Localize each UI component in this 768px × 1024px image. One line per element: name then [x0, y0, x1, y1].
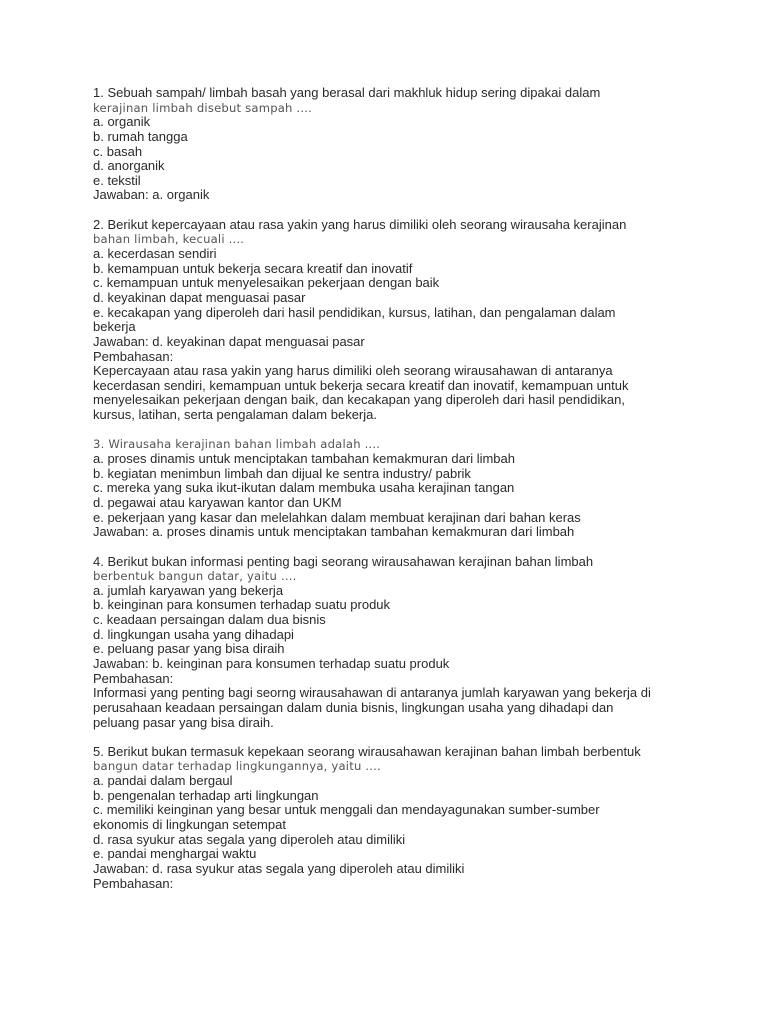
- discussion-text: kecerdasan sendiri, kemampuan untuk bekerja secara kreatif dan inovatif, kemampuan untuk: [93, 377, 629, 393]
- answer-option: b. kegiatan menimbun limbah dan dijual ke sentra industry/ pabrik: [93, 465, 471, 481]
- question-text: 2. Berikut kepercayaan atau rasa yakin yang harus dimiliki oleh seorang wirausaha kerajinan: [93, 216, 627, 232]
- question-5: [93, 745, 733, 891]
- answer-option: ekonomis di lingkungan setempat: [93, 817, 286, 833]
- answer-option: b. pengenalan terhadap arti lingkungan: [93, 787, 319, 803]
- answer-option: d. lingkungan usaha yang dihadapi: [93, 626, 294, 642]
- answer-option: e. pandai menghargai waktu: [93, 846, 257, 862]
- discussion-label: Pembahasan:: [93, 875, 174, 891]
- answer-option: a. pandai dalam bergaul: [93, 773, 233, 789]
- answer-key: Jawaban: d. keyakinan dapat menguasai pasar: [93, 333, 365, 349]
- question-text: bahan limbah, kecuali ....: [93, 232, 245, 247]
- answer-key: Jawaban: a. organik: [93, 187, 210, 203]
- question-2: [93, 218, 733, 423]
- answer-option: c. mereka yang suka ikut-ikutan dalam membuka usaha kerajinan tangan: [93, 480, 515, 496]
- discussion-text: peluang pasar yang bisa diraih.: [93, 714, 274, 730]
- answer-option: c. kemampuan untuk menyelesaikan pekerjaan dengan baik: [93, 275, 440, 291]
- question-text: kerajinan limbah disebut sampah ....: [93, 100, 313, 115]
- answer-option: c. keadaan persaingan dalam dua bisnis: [93, 612, 326, 628]
- question-1: [93, 86, 733, 203]
- answer-option: b. rumah tangga: [93, 128, 188, 144]
- question-text: berbentuk bangun datar, yaitu ....: [93, 569, 297, 584]
- document-body: [93, 86, 733, 906]
- discussion-text: kursus, latihan, serta pengalaman dalam bekerja.: [93, 407, 377, 423]
- answer-key: Jawaban: b. keinginan para konsumen terhadap suatu produk: [93, 655, 450, 671]
- answer-option: e. pekerjaan yang kasar dan melelahkan dalam membuat kerajinan dari bahan keras: [93, 509, 581, 525]
- answer-option: c. basah: [93, 143, 143, 159]
- answer-option: e. peluang pasar yang bisa diraih: [93, 641, 285, 657]
- discussion-text: menyelesaikan pekerjaan dengan baik, dan kecakapan yang diperoleh dari hasil pendidikan,: [93, 392, 625, 408]
- question-text: bangun datar terhadap lingkungannya, yaitu ....: [93, 759, 381, 774]
- answer-option: d. anorganik: [93, 158, 165, 174]
- answer-option: b. kemampuan untuk bekerja secara kreatif dan inovatif: [93, 260, 413, 276]
- answer-option: a. kecerdasan sendiri: [93, 246, 217, 262]
- answer-option: d. keyakinan dapat menguasai pasar: [93, 289, 306, 305]
- answer-option: d. pegawai atau karyawan kantor dan UKM: [93, 494, 342, 510]
- answer-option: a. organik: [93, 114, 151, 130]
- question-text: 1. Sebuah sampah/ limbah basah yang berasal dari makhluk hidup sering dipakai dalam: [93, 85, 601, 100]
- discussion-text: perusahaan keadaan persaingan dalam dunia bisnis, lingkungan usaha yang dihadapi dan: [93, 699, 614, 715]
- discussion-text: Kepercayaan atau rasa yakin yang harus dimiliki oleh seorang wirausahawan di antaranya: [93, 363, 613, 379]
- discussion-label: Pembahasan:: [93, 348, 174, 364]
- answer-key: Jawaban: d. rasa syukur atas segala yang diperoleh atau dimiliki: [93, 860, 465, 876]
- discussion-text: Informasi yang penting bagi seorng wirausahawan di antaranya jumlah karyawan yang bekerja di: [93, 685, 651, 701]
- question-text: 5. Berikut bukan termasuk kepekaan seorang wirausahawan kerajinan bahan limbah berbentuk: [93, 743, 641, 759]
- question-3: [93, 437, 733, 539]
- answer-option: c. memiliki keinginan yang besar untuk menggali dan mendayagunakan sumber-sumber: [93, 802, 600, 818]
- answer-option: a. proses dinamis untuk menciptakan tambahan kemakmuran dari limbah: [93, 451, 515, 467]
- answer-option: a. jumlah karyawan yang bekerja: [93, 582, 284, 598]
- answer-key: Jawaban: a. proses dinamis untuk menciptakan tambahan kemakmuran dari limbah: [93, 524, 575, 540]
- answer-option: e. kecakapan yang diperoleh dari hasil pendidikan, kursus, latihan, dan pengalaman dalam: [93, 304, 616, 320]
- answer-option: b. keinginan para konsumen terhadap suatu produk: [93, 597, 391, 613]
- question-text: 3. Wirausaha kerajinan bahan limbah adalah ....: [93, 437, 381, 452]
- discussion-label: Pembahasan:: [93, 670, 174, 686]
- answer-option: e. tekstil: [93, 172, 141, 188]
- question-text: 4. Berikut bukan informasi penting bagi seorang wirausahawan kerajinan bahan limbah: [93, 553, 594, 569]
- question-4: [93, 555, 733, 731]
- answer-option: bekerja: [93, 319, 136, 335]
- answer-option: d. rasa syukur atas segala yang diperoleh atau dimiliki: [93, 831, 406, 847]
